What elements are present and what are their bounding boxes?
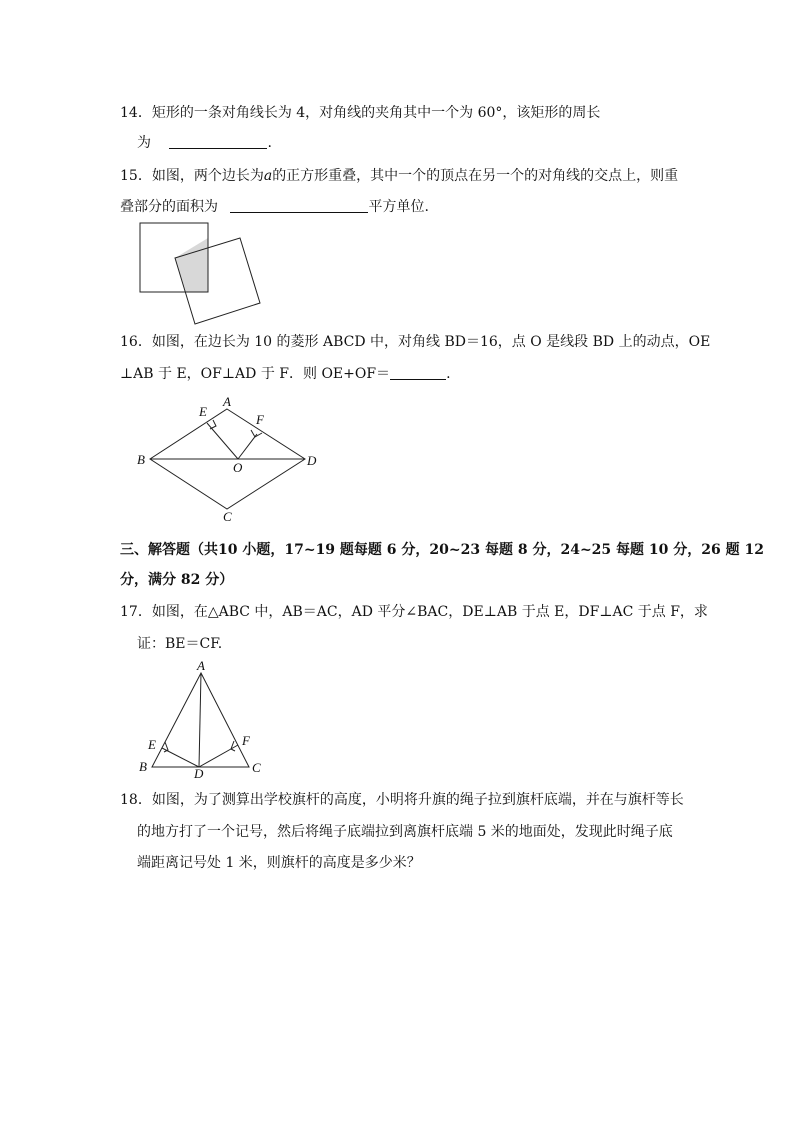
- q15-line1-b: 的正方形重叠，其中一个的顶点在另一个的对角线的交点上，则重: [272, 168, 679, 184]
- q17-label-e: E: [148, 737, 156, 752]
- q15-line2-pre: 叠部分的面积为: [120, 199, 218, 215]
- q18-line2: 的地方打了一个记号，然后将绳子底端拉到离旗杆底端 5 米的地面处，发现此时绳子底: [137, 824, 673, 840]
- q17-right-angle-f: [231, 741, 235, 751]
- q16-line2-pre: ⊥AB 于 E，OF⊥AD 于 F．则 OE+OF＝: [120, 366, 391, 382]
- q16-label-o: O: [233, 460, 243, 475]
- section3-heading-line1: 三、解答题（共10 小题，17~19 题每题 6 分，20~23 每题 8 分，24~25 每题 10 分，26 题 12: [120, 542, 764, 558]
- q14-line2-pre: 为: [137, 135, 151, 151]
- q17-segment-ad: [199, 673, 201, 767]
- q18-line1: 18．如图，为了测算出学校旗杆的高度，小明将升旗的绳子拉到旗杆底端，并在与旗杆等长: [120, 792, 684, 808]
- q16-label-a: A: [223, 394, 231, 409]
- q15-line1-a: 15．如图，两个边长为: [120, 168, 264, 184]
- q16-label-e: E: [199, 404, 207, 419]
- q16-line1: 16．如图，在边长为 10 的菱形 ABCD 中，对角线 BD＝16，点 O 是线段 BD 上的动点，OE: [120, 334, 711, 350]
- q16-label-b: B: [137, 452, 145, 467]
- q17-line2: 证：BE＝CF.: [137, 636, 223, 652]
- q14-line2-post: .: [267, 135, 272, 151]
- q17-label-c: C: [252, 760, 261, 775]
- q17-line1: 17．如图，在△ABC 中，AB＝AC，AD 平分∠BAC，DE⊥AB 于点 E，DF⊥AC 于点 F，求: [120, 604, 708, 620]
- q17-label-b: B: [139, 759, 147, 774]
- q17-label-f: F: [242, 733, 250, 748]
- q16-label-c: C: [223, 509, 232, 524]
- q15-var-a: a: [263, 168, 273, 184]
- q17-segment-df: [199, 745, 238, 767]
- q17-segment-de: [162, 748, 199, 767]
- q15-line2-post: 平方单位.: [368, 199, 429, 215]
- q17-label-a: A: [197, 658, 205, 673]
- q16-label-d: D: [307, 453, 317, 468]
- section3-heading-line2: 分，满分 82 分）: [120, 572, 234, 588]
- q17-label-d: D: [194, 766, 204, 781]
- q16-line2-post: .: [446, 366, 451, 382]
- q18-line3: 端距离记号处 1 米，则旗杆的高度是多少米？: [137, 855, 421, 871]
- q16-label-f: F: [256, 412, 264, 427]
- q14-line1: 14．矩形的一条对角线长为 4，对角线的夹角其中一个为 60°，该矩形的周长: [120, 105, 601, 121]
